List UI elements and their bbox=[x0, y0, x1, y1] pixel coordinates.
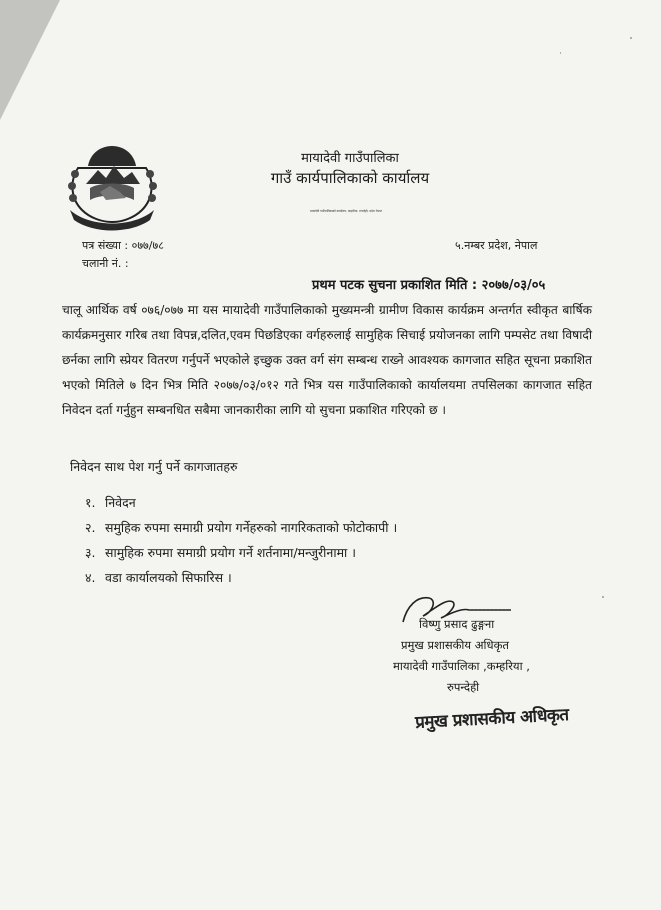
office-name: गाउँ कार्यपालिकाको कार्यालय bbox=[270, 169, 430, 187]
documents-list bbox=[85, 490, 397, 590]
signatory-office: मायादेवी गाउँपालिका ,कम्हरिया , bbox=[393, 659, 530, 673]
letter-number: पत्र संख्या : ०७७/७८ bbox=[82, 239, 164, 252]
list-item: २. समुहिक रुपमा समाग्री प्रयोग गर्नेहरुको नागरिकताको फोटोकापी । bbox=[85, 520, 398, 535]
municipality-name: मायादेवी गाउँपालिका bbox=[301, 151, 399, 166]
notice-body: चालू आर्थिक वर्ष ०७६/०७७ मा यस मायादेवी गाउँपालिकाको मुख्यमन्त्री ग्रामीण विकास कार्यक्रम अन्तर्गत स्वीकृत बार्षिक कार्यक्रमनुसार गरिब तथा विपन्न,दलित,एवम पिछडिएका वर्गहरुलाई सामुहिक सिचाई प्रयोजनका लागि पम्पसेट तथा विषादी छर्नका लागि स्प्रेयर वितरण गर्नुपर्ने भएकोले इच्छुक उक्त वर्ग संग सम्बन्ध राख्ने आवश्यक कागजात सहित सूचना प्रकाशित भएको मितिले ७ दिन भित्र मिति २०७७/०३/०१२ गते भित्र यस गाउँपालिकाको कार्यालयमा तपसिलका कागजात सहित निवेदन दर्ता गर्नुहुन सम्बनधित सबैमा जानकारीका लागि यो सुचना प्रकाशित गरिएको छ । bbox=[62, 303, 592, 417]
signatory-block bbox=[393, 614, 583, 698]
designation-stamp: प्रमुख प्रशासकीय अधिकृत bbox=[414, 704, 570, 734]
scan-speck bbox=[602, 596, 604, 598]
nepal-emblem-icon bbox=[60, 140, 165, 235]
scan-speck bbox=[630, 37, 632, 39]
province-label: ५.नम्बर प्रदेश, नेपाल bbox=[455, 239, 538, 252]
signatory-district: रुपन्देही bbox=[447, 680, 480, 694]
seal-text: मायादेवी गाउँपालिकाको कार्यालय, कम्हरिया, रुपन्देही, प्रदेश नेपाल bbox=[310, 209, 382, 213]
scan-fold-shadow bbox=[0, 0, 60, 120]
list-item: १. निवेदन bbox=[85, 495, 136, 510]
list-item: ४. वडा कार्यालयको सिफारिस । bbox=[85, 570, 232, 585]
documents-heading: निवेदन साथ पेश गर्नु पर्ने कागजातहरु bbox=[70, 459, 238, 474]
dispatch-number: चलानी नं. : bbox=[82, 257, 129, 270]
signatory-name: विष्णु प्रसाद ढुङ्गना bbox=[419, 617, 495, 631]
reference-block bbox=[82, 237, 164, 273]
signatory-title: प्रमुख प्रशासकीय अधिकृत bbox=[401, 638, 509, 652]
publish-date: प्रथम पटक सुचना प्रकाशित मिति : २०७७/०३/०५ bbox=[312, 278, 546, 293]
list-item: ३. सामुहिक रुपमा समाग्री प्रयोग गर्ने शर्तनामा/मन्जुरीनामा । bbox=[85, 545, 357, 560]
scan-speck bbox=[560, 52, 561, 54]
office-seal bbox=[300, 172, 392, 252]
